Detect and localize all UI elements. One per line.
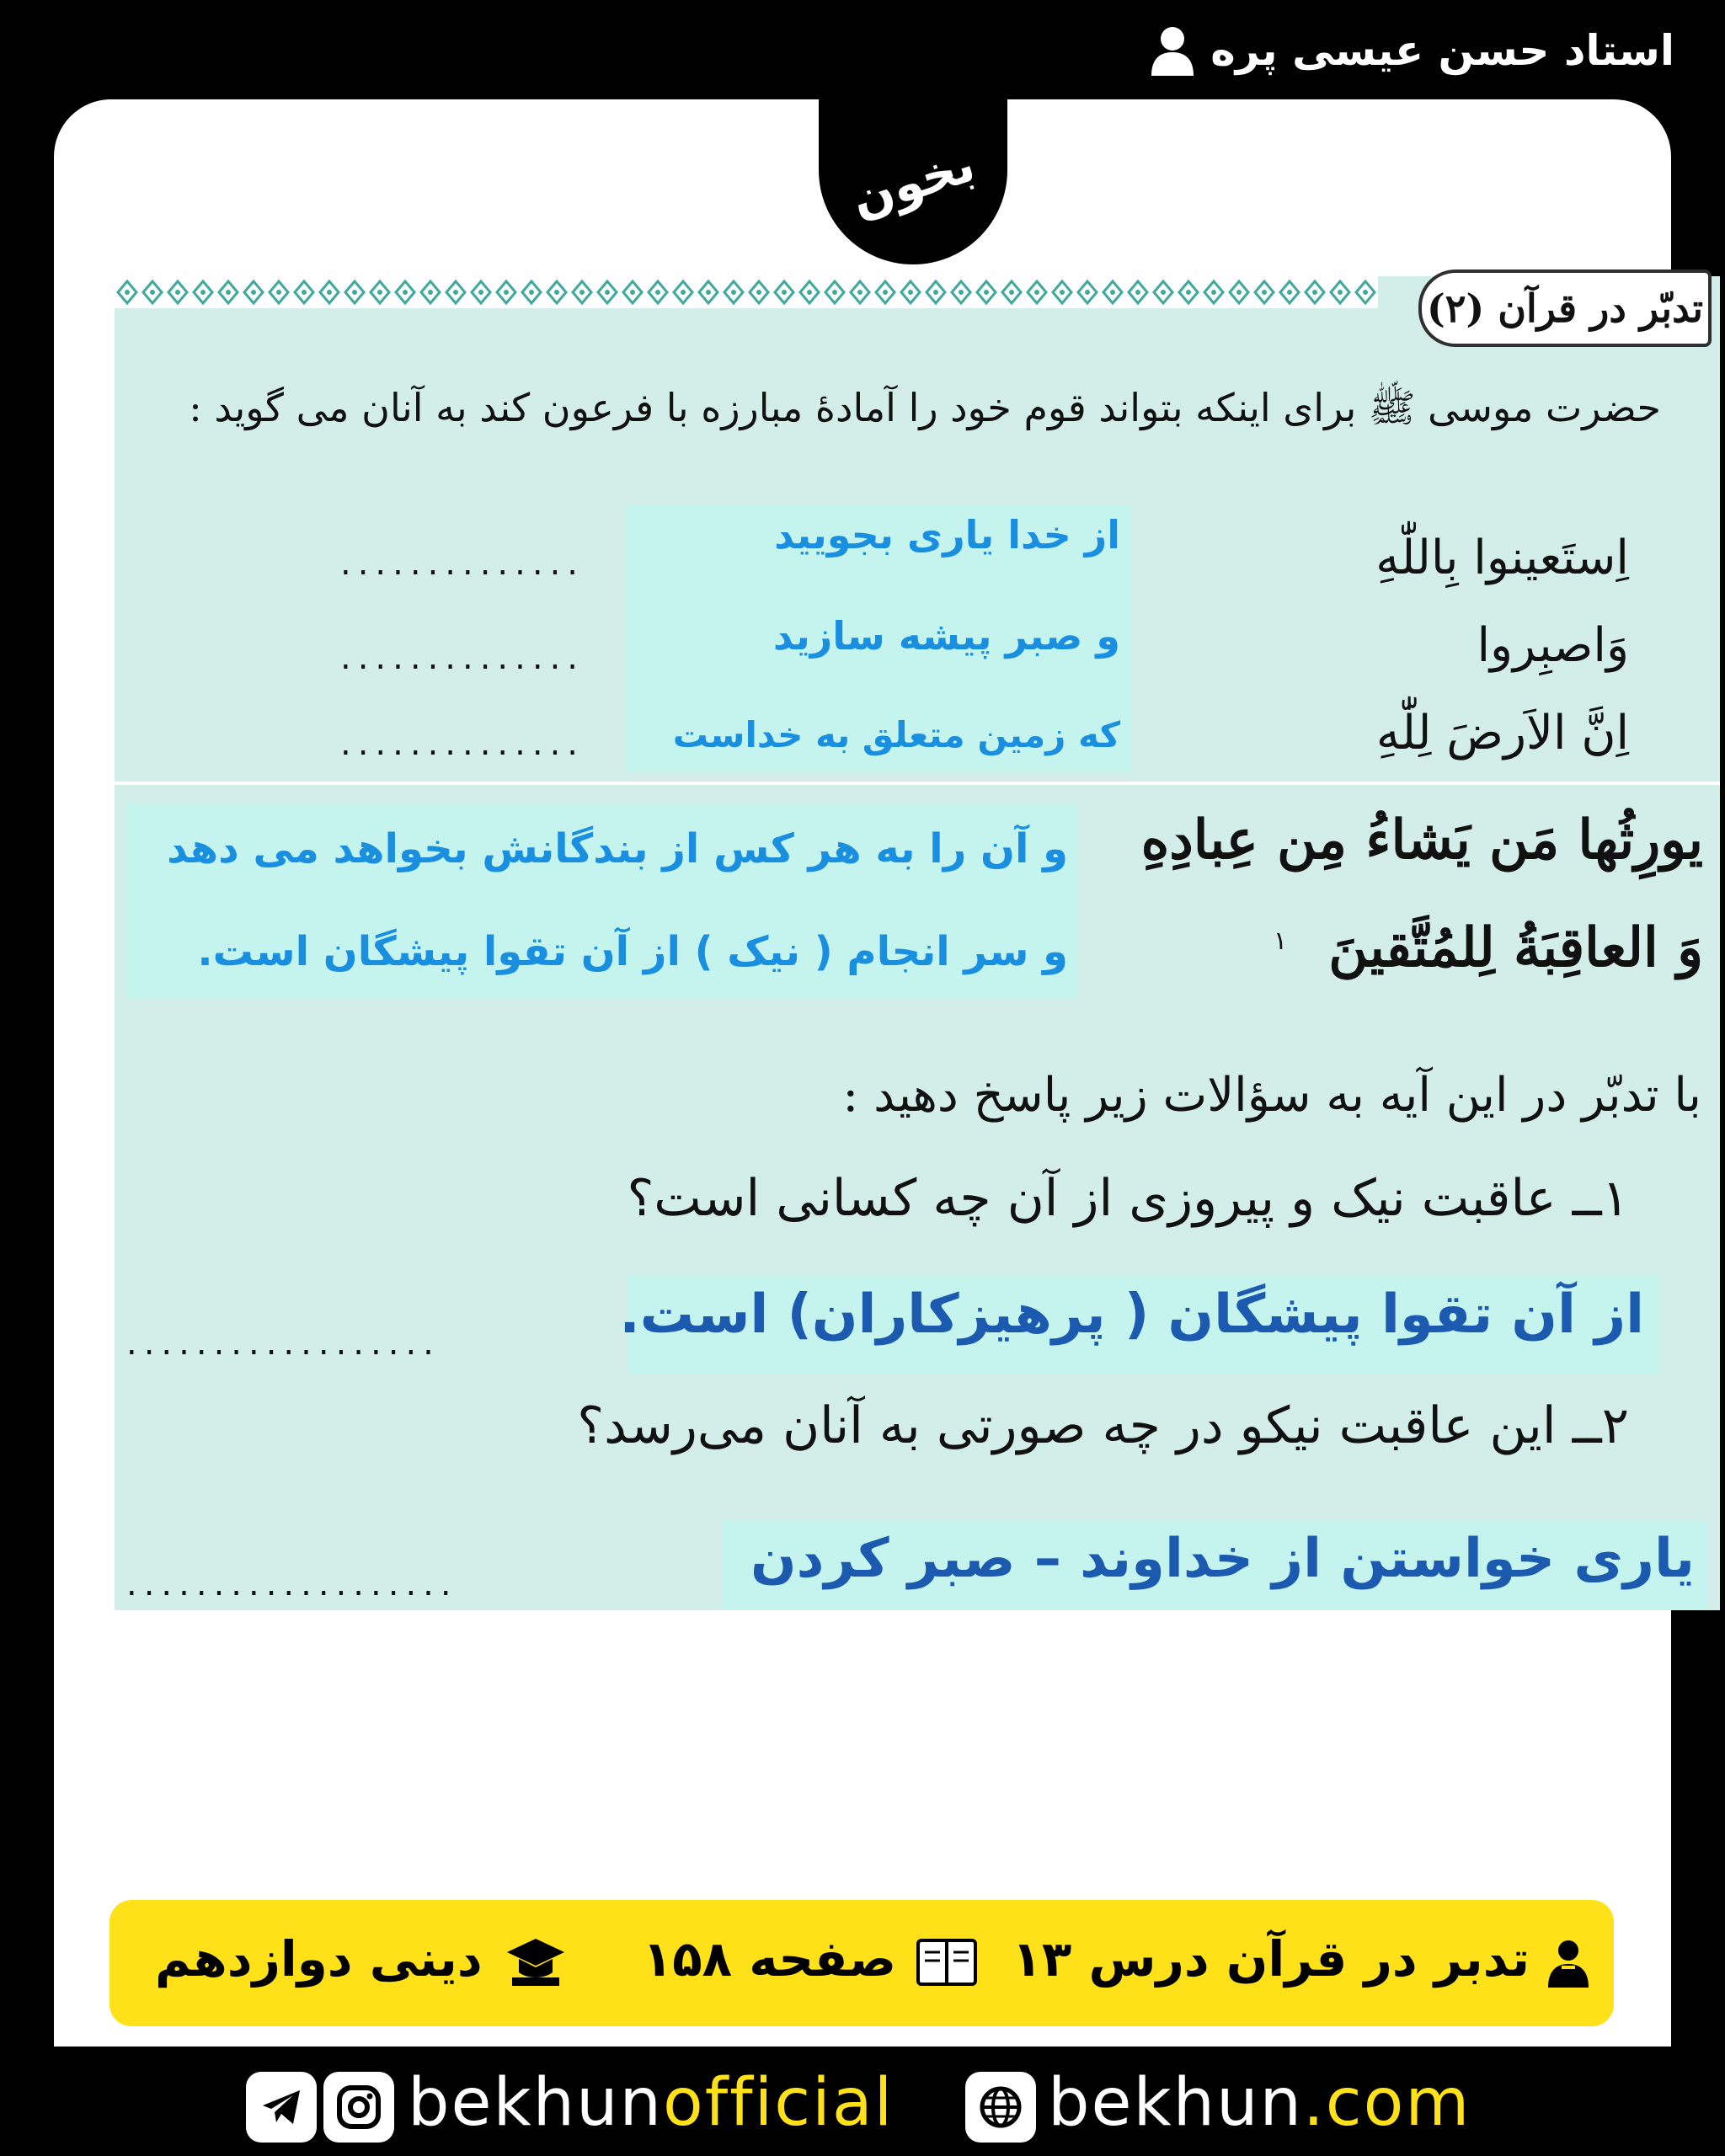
globe-icon[interactable] — [965, 2072, 1036, 2143]
telegram-icon[interactable] — [246, 2072, 317, 2143]
footnote-mark: ۱ — [1274, 926, 1288, 956]
answer-1: از آن تقوا پیشگان ( پرهیزکاران) است. — [619, 1283, 1644, 1346]
section-title-tab — [1418, 270, 1712, 347]
author-name: استاد حسن عیسی پره — [1210, 26, 1674, 75]
ornament-border — [115, 276, 1378, 308]
social-handle-b: official — [662, 2065, 895, 2141]
social-handle[interactable] — [408, 2065, 894, 2141]
verse-2-answer: و صبر پیشه سازید — [772, 613, 1120, 659]
verse-1: اِستَعینوا بِاللّٰهِ — [1375, 531, 1629, 585]
site-b: .com — [1302, 2065, 1471, 2141]
textbook-section — [115, 276, 1720, 1610]
user-icon — [1150, 25, 1195, 76]
questions-prompt: با تدبّر در این آیه به سؤالات زیر پاسخ دهید : — [842, 1068, 1701, 1123]
content-card — [54, 99, 1704, 2047]
verse-1-answer: از خدا یاری بجویید — [774, 512, 1120, 558]
site-a: bekhun — [1048, 2065, 1303, 2141]
logo-text: بخون — [844, 135, 982, 229]
translation-line-2: و سر انجام ( نیک ) از آن تقوا پیشگان است. — [197, 928, 1068, 975]
footer — [0, 2065, 1725, 2149]
verse-1-dots: .............. — [340, 544, 585, 583]
question-2: ۲ــ این عاقبت نیکو در چه صورتی به آنان می‌رسد؟ — [577, 1396, 1629, 1455]
question-1: ۱ــ عاقبت نیک و پیروزی از آن چه کسانی است؟ — [627, 1169, 1629, 1228]
translation-line-1: و آن را به هر کس از بندگانش بخواهد می دهد — [167, 825, 1068, 873]
section-title: تدبّر در قرآن (۲) — [1426, 286, 1704, 331]
answer-2-dots: ................... — [126, 1565, 458, 1604]
answer-1-dots: .................. — [126, 1324, 441, 1363]
divider — [115, 782, 1720, 785]
verse-2: وَاصبِروا — [1477, 618, 1629, 673]
main-verse-line-2: وَ العاقِبَةُ لِلمُتَّقینَ — [1328, 916, 1703, 979]
website[interactable] — [1048, 2065, 1471, 2141]
main-verse-line-1: یورِثُها مَن یَشاءُ مِن عِبادِهِ — [1140, 808, 1703, 872]
book-icon — [916, 1937, 977, 1988]
banner-right-text: تدبر در قرآن درس ۱۳ — [1012, 1930, 1530, 1988]
verse-3-answer: که زمین متعلق به خداست — [672, 714, 1120, 755]
intro-text: حضرت موسی ﷺ برای اینکه بتواند قوم خود را آمادهٔ مبارزه با فرعون کند به آنان می گوید : — [189, 385, 1661, 430]
banner-left-text: دینی دوازدهم — [155, 1930, 483, 1988]
author-header — [1150, 25, 1674, 76]
graduation-cap-icon — [505, 1935, 566, 1989]
teacher-icon — [1543, 1937, 1594, 1989]
answer-2: یاری خواستن از خداوند – صبر کردن — [750, 1528, 1695, 1590]
lesson-banner — [109, 1900, 1614, 2026]
verse-2-dots: .............. — [340, 638, 585, 677]
verse-3-dots: .............. — [340, 724, 585, 763]
social-handle-a: bekhun — [408, 2065, 663, 2141]
logo — [819, 99, 1007, 264]
verse-3: اِنَّ الاَرضَ لِلّٰهِ — [1375, 706, 1629, 760]
instagram-icon[interactable] — [323, 2072, 394, 2143]
banner-middle-text: صفحه ۱۵۸ — [642, 1930, 896, 1988]
